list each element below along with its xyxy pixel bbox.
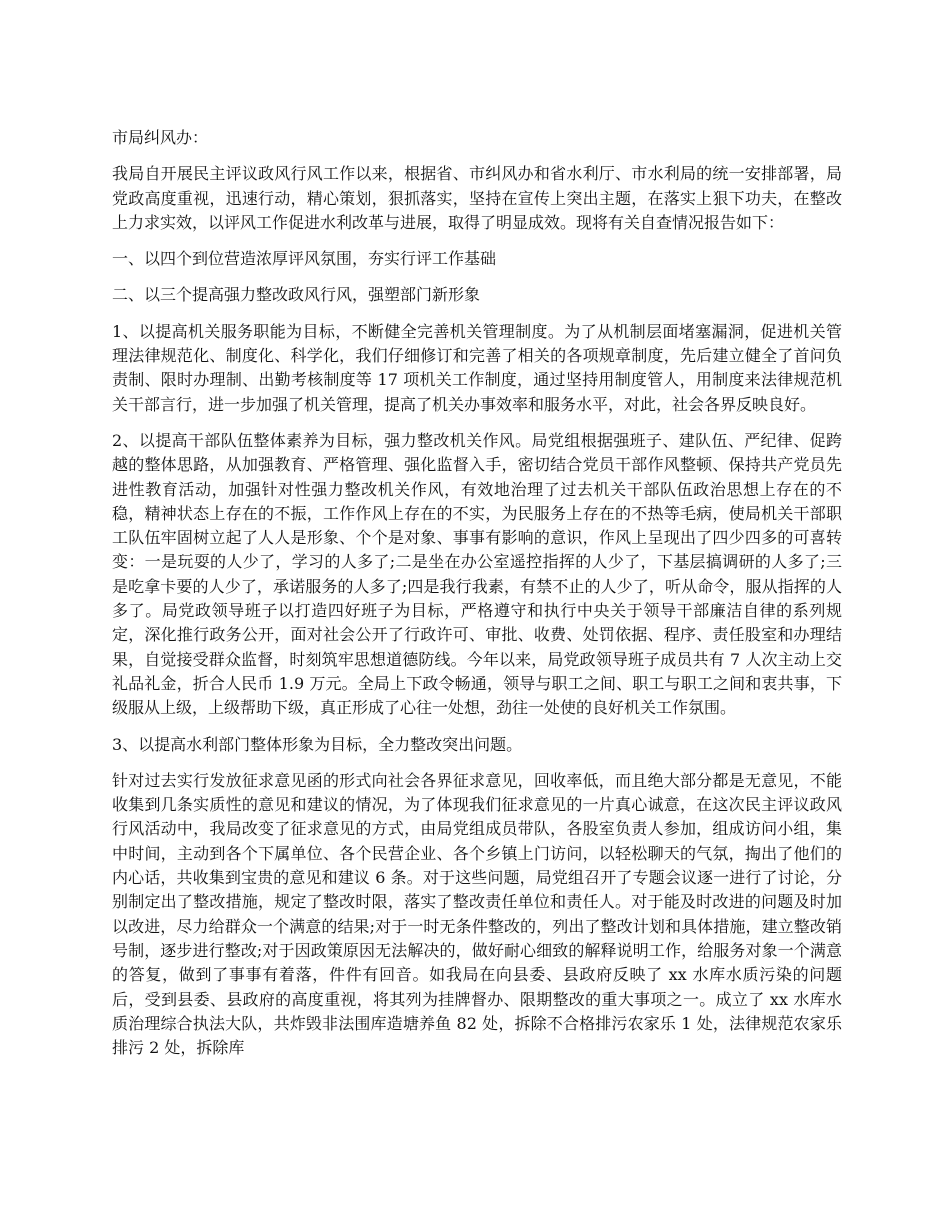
heading-section-1: 一、以四个到位营造浓厚评风氛围，夯实行评工作基础 — [112, 249, 497, 269]
paragraph-item-3-heading: 3、以提高水利部门整体形象为目标，全力整改突出问题。 — [112, 734, 523, 754]
salutation: 市局纠风办： — [112, 128, 209, 147]
paragraph-item-1: 1、以提高机关服务职能为目标，不断健全完善机关管理制度。为了从机制层面堵塞漏洞，促进机关管理法律规范化、制度化、科学化，我们仔细修订和完善了相关的各项规章制度，先后建立健全了首问负责制、限时办理制、出勤考核制度等 17 项机关工作制度，通过坚持用制度管人，用制度来法律规范机关干部言行，进一步加强了机关管理，提高了机关办事效率和服务水平，对此，社会各界反映良好。 — [112, 321, 842, 414]
document-body — [112, 126, 842, 1072]
heading-section-2: 二、以三个提高强力整改政风行风，强塑部门新形象 — [112, 285, 481, 305]
paragraph-item-2: 2、以提高干部队伍整体素养为目标，强力整改机关作风。局党组根据强班子、建队伍、严纪律、促跨越的整体思路，从加强教育、严格管理、强化监督入手，密切结合党员干部作风整顿、保持共产党员先进性教育活动，加强针对性强力整改机关作风，有效地治理了过去机关干部队伍政治思想上存在的不稳，精神状态上存在的不振，工作作风上存在的不实，为民服务上存在的不热等毛病，使局机关干部职工队伍牢固树立起了人人是形象、个个是对象、事事有影响的意识，作风上呈现出了四少四多的可喜转变：一是玩耍的人少了，学习的人多了;二是坐在办公室遥控指挥的人少了，下基层搞调研的人多了;三是吃拿卡要的人少了，承诺服务的人多了;四是我行我素，有禁不止的人少了，听从命令，服从指挥的人多了。局党政领导班子以打造四好班子为目标，严格遵守和执行中央关于领导干部廉洁自律的系列规定，深化推行政务公开，面对社会公开了行政许可、审批、收费、处罚依据、程序、责任股室和办理结果，自觉接受群众监督，时刻筑牢思想道德防线。今年以来，局党政领导班子成员共有 7 人次主动上交礼品礼金，折合人民币 1.9 万元。全局上下政令畅通，领导与职工之间、职工与职工之间和衷共事，下级服从上级，上级帮助下级，真正形成了心往一处想，劲往一处使的良好机关工作氛围。 — [112, 430, 842, 718]
paragraph-item-3-body: 针对过去实行发放征求意见函的形式向社会各界征求意见，回收率低，而且绝大部分都是无意见，不能收集到几条实质性的意见和建议的情况，为了体现我们征求意见的一片真心诚意，在这次民主评议政风行风活动中，我局改变了征求意见的方式，由局党组成员带队，各股室负责人参加，组成访问小组，集中时间，主动到各个下属单位、各个民营企业、各个乡镇上门访问，以轻松聊天的气氛，掏出了他们的内心话，共收集到宝贵的意见和建议 6 条。对于这些问题，局党组召开了专题会议逐一进行了讨论，分别制定出了整改措施，规定了整改时限，落实了整改责任单位和责任人。对于能及时改进的问题及时加以改进，尽力给群众一个满意的结果;对于一时无条件整改的，列出了整改计划和具体措施，建立整改销号制，逐步进行整改;对于因政策原因无法解决的，做好耐心细致的解释说明工作，给服务对象一个满意的答复，做到了事事有着落，件件有回音。如我局在向县委、县政府反映了 xx 水库水质污染的问题后，受到县委、县政府的高度重视，将其列为挂牌督办、限期整改的重大事项之一。成立了 xx 水库水质治理综合执法大队，共炸毁非法围库造塘养鱼 82 处，拆除不合格排污农家乐 1 处，法律规范农家乐排污 2 处，拆除库 — [112, 770, 842, 1058]
paragraph-intro: 我局自开展民主评议政风行风工作以来，根据省、市纠风办和省水利厅、市水利局的统一安排部署，局党政高度重视，迅速行动，精心策划，狠抓落实，坚持在宣传上突出主题，在落实上狠下功夫，在整改上力求实效，以评风工作促进水利改革与进展，取得了明显成效。现将有关自查情况报告如下： — [112, 164, 842, 232]
